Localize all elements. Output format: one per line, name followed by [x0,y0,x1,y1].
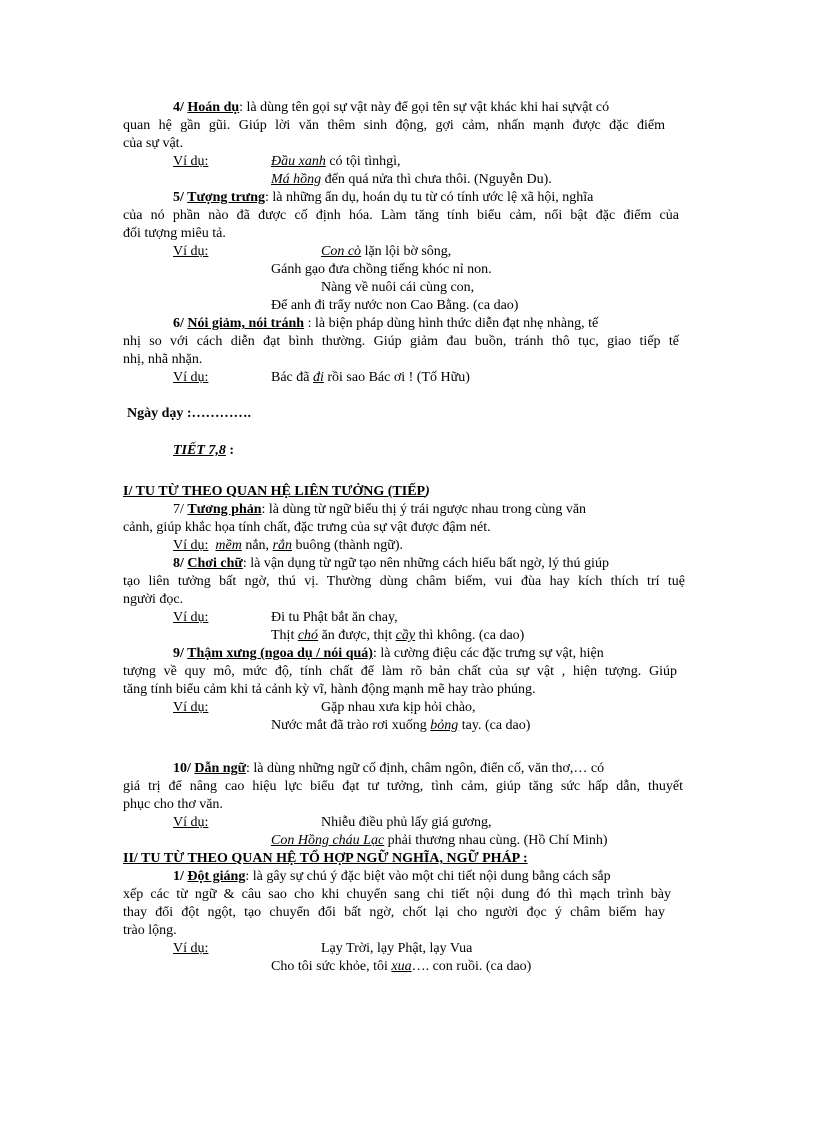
example-line: Nước mắt đã trào rơi xuống bỏng tay. (ca dao) [271,718,531,733]
body-line: giá trị để nâng cao hiệu lực biểu đạt tư tưởng, tình cảm, giúp tăng sức hấp dẫn, thuyết [123,779,683,794]
example-line: Ví dụ: mềm nắn, rắn buông (thành ngữ). [173,538,404,553]
item-number: 4/ [173,100,188,115]
example-line: Bác đã đi rồi sao Bác ơi ! (Tố Hữu) [271,370,470,385]
term-choi-chu: Chơi chữ [187,556,243,571]
body-line: cảnh, giúp khắc họa tính chất, đặc trưng của sự vật được đậm nét. [123,520,491,535]
section-9-heading-line: 9/ Thậm xưng (ngoa dụ / nói quá): là cường điệu các đặc trưng sự vật, hiện [173,646,604,661]
body-line: tượng về quy mô, mức độ, tính chất để làm rõ bản chất của sự vật , hiện tượng. Giúp [123,664,677,679]
term-noi-giam: Nói giảm, nói tránh [187,316,305,331]
body-line: nhị, nhã nhặn. [123,352,203,367]
example-label: Ví dụ: [173,244,209,259]
example-line: Lạy Trời, lạy Phật, lạy Vua [321,941,473,956]
example-label: Ví dụ: [173,941,209,956]
part-1-heading: I/ TU TỪ THEO QUAN HỆ LIÊN TƯỞNG (TIẾP) [123,484,430,499]
lesson-title: TIẾT 7,8 : [173,443,235,458]
body-line: thay đổi đột ngột, tạo chuyển đổi bất ngờ, chốt lại cho người đọc ý châm biếm hay [123,905,665,920]
example-line: Cho tôi sức khỏe, tôi xua…. con ruồi. (ca dao) [271,959,532,974]
part-2-heading: II/ TU TỪ THEO QUAN HỆ TỔ HỢP NGỮ NGHĨA, NGỮ PHÁP : [123,851,528,866]
body-line: đối tượng miêu tả. [123,226,226,241]
example-label: Ví dụ: [173,815,209,830]
section-8-heading-line: 8/ Chơi chữ: là vận dụng từ ngữ tạo nên những cách hiểu bất ngờ, lý thú giúp [173,556,609,571]
definition-text: : là dùng tên gọi sự vật này để gọi tên sự vật khác khi hai sựvật có [239,100,610,115]
body-line: tạo liên tưởng bất ngờ, thú vị. Thường dùng châm biếm, vui đùa hay kích thích trí tuệ [123,574,685,589]
term-tuong-trung: Tượng trưng [187,190,265,205]
body-line: nhị so với cách diễn đạt bình thường. Giúp giảm đau buồn, tránh thô tục, giao tiếp tế [123,334,679,349]
example-label: Ví dụ: [173,700,209,715]
term-hoan-du: Hoán dụ [187,100,240,115]
example-line: Thịt chó ăn được, thịt cầy thì không. (ca dao) [271,628,525,643]
example-line: Nàng về nuôi cái cùng con, [321,280,475,295]
teaching-date: Ngày dạy :…………. [127,406,252,421]
term-dot-giang: Đột giáng [187,869,246,884]
example-line: Gánh gạo đưa chồng tiếng khóc nỉ non. [271,262,492,277]
example-label: Ví dụ: [173,610,209,625]
section-10-heading-line: 10/ Dẫn ngữ: là dùng những ngữ cố định, châm ngôn, điển cố, văn thơ,… có [173,761,605,776]
example-line: Gặp nhau xưa kịp hỏi chào, [321,700,476,715]
term-dan-ngu: Dẫn ngữ [194,761,246,776]
example-line: Con Hồng cháu Lạc phải thương nhau cùng. (Hồ Chí Minh) [271,833,608,848]
body-line: của sự vật. [123,136,184,151]
example-label: Ví dụ: [173,370,209,385]
section-6-heading-line: 6/ Nói giảm, nói tránh : là biện pháp dùng hình thức diễn đạt nhẹ nhàng, tế [173,316,599,331]
section-5-heading-line: 5/ Tượng trưng: là những ẩn dụ, hoán dụ tu từ có tính ước lệ xã hội, nghĩa [173,190,594,205]
example-label: Ví dụ: [173,154,209,169]
example-line: Nhiễu điều phủ lấy giá gương, [321,815,492,830]
body-line: quan hệ gần gũi. Giúp lời văn thêm sinh động, gợi cảm, nhấn mạnh được đặc điểm [123,118,665,133]
section-1-heading-line: 1/ Đột giáng: là gây sự chú ý đặc biệt vào một chi tiết nội dung bằng cách sắp [173,869,611,884]
body-line: tăng tính biểu cảm khi tả cảnh kỳ vĩ, hành động mạnh mẽ hay trào phúng. [123,682,536,697]
example-line: Đầu xanh có tội tìnhgì, [271,154,401,169]
section-4-heading-line [173,99,609,117]
example-label: Ví dụ: [173,538,209,553]
term-tuong-phan: Tương phản [187,502,262,517]
body-line: của nó phần nào đã được cố định hóa. Làm tăng tính biểu cảm, nổi bật đặc điểm của [123,208,679,223]
term-tham-xung: Thậm xưng (ngoa dụ / nói quá) [187,646,373,661]
example-line: Con cò lặn lội bờ sông, [321,244,452,259]
body-line: trào lộng. [123,923,177,938]
body-line: người đọc. [123,592,184,607]
example-line: Má hồng đến quá nửa thì chưa thôi. (Nguyễn Du). [271,172,552,187]
body-line: phục cho thơ văn. [123,797,223,812]
body-line: xếp các từ ngữ & câu sao cho khi chuyển sang chi tiết nội dung đó thì mạch trình bày [123,887,671,902]
section-7-heading-line: 7/ Tương phản: là dùng từ ngữ biểu thị ý trái ngược nhau trong cùng văn [173,502,587,517]
example-line: Đi tu Phật bắt ăn chay, [271,610,398,625]
example-line: Để anh đi trẩy nước non Cao Bằng. (ca dao) [271,298,519,313]
